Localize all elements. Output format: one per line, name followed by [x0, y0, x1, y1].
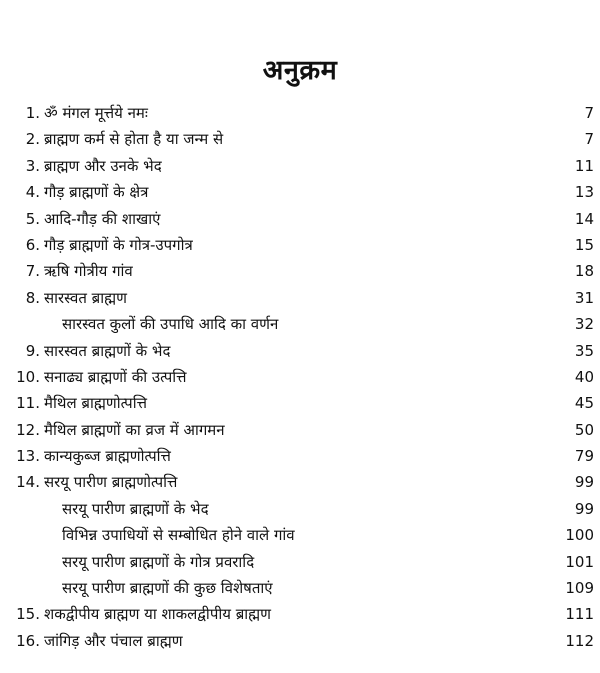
toc-page-number: 32 [574, 315, 594, 334]
toc-number: 12. [16, 420, 40, 439]
toc-page-number: 15 [574, 235, 594, 254]
toc-row [0, 417, 600, 443]
toc-title: सारस्वत ब्राह्मण [44, 288, 127, 307]
toc-number: 15. [16, 605, 40, 624]
toc-number: 4. [25, 183, 40, 202]
toc-row [0, 364, 600, 390]
toc-row [0, 206, 600, 232]
toc-subtitle: सरयू पारीण ब्राह्मणों की कुछ विशेषताएं [62, 579, 273, 598]
toc-title: गौड़ ब्राह्मणों के क्षेत्र [44, 183, 149, 202]
toc-page-number: 99 [574, 473, 594, 492]
toc-page-number: 11 [574, 156, 594, 175]
toc-row [0, 469, 600, 495]
toc-row [0, 285, 600, 311]
toc-subrow [0, 496, 600, 522]
toc-title: सरयू पारीण ब्राह्मणोत्पत्ति [44, 473, 178, 492]
toc-page-number: 79 [574, 447, 594, 466]
toc-page-number: 35 [574, 341, 594, 360]
toc-page-number: 45 [574, 394, 594, 413]
toc-page-number: 7 [584, 130, 594, 149]
toc-page-number: 100 [565, 526, 594, 545]
toc-number: 8. [25, 288, 40, 307]
toc-page-number: 18 [574, 262, 594, 281]
toc-row [0, 258, 600, 284]
toc-number: 16. [16, 631, 40, 650]
toc-title: ऋषि गोत्रीय गांव [44, 262, 133, 281]
toc-subrow [0, 575, 600, 601]
toc-title: कान्यकुब्ज ब्राह्मणोत्पत्ति [44, 447, 171, 466]
toc-page-number: 101 [565, 552, 594, 571]
toc-page-number: 13 [574, 183, 594, 202]
toc-row [0, 153, 600, 179]
toc-number: 7. [25, 262, 40, 281]
toc-page-number: 31 [574, 288, 594, 307]
toc-title: मैथिल ब्राह्मणोत्पत्ति [44, 394, 147, 413]
toc-page-number: 112 [565, 631, 594, 650]
toc-title: ॐ मंगल मूर्त्तये नमः [44, 104, 148, 122]
page-title: अनुक्रम [262, 55, 338, 86]
toc-title: ब्राह्मण और उनके भेद [44, 156, 162, 175]
toc-number: 9. [25, 341, 40, 360]
toc-page-number: 7 [584, 104, 594, 122]
toc-number: 13. [16, 447, 40, 466]
toc-number: 14. [16, 473, 40, 492]
toc-title: जांगिड़ और पंचाल ब्राह्मण [44, 631, 183, 650]
toc-page-number: 50 [574, 420, 594, 439]
toc-row [0, 126, 600, 152]
toc-title: शकद्वीपीय ब्राह्मण या शाकलद्वीपीय ब्राह्मण [44, 605, 272, 624]
toc-page-number: 99 [574, 499, 594, 518]
toc-number: 1. [25, 104, 40, 122]
toc-page-number: 109 [565, 579, 594, 598]
toc-title: सनाढ्य ब्राह्मणों की उत्पत्ति [44, 367, 187, 386]
toc-page-number: 14 [574, 209, 594, 228]
toc-row [0, 232, 600, 258]
toc-row [0, 601, 600, 627]
toc-number: 5. [25, 209, 40, 228]
toc-subtitle: सरयू पारीण ब्राह्मणों के गोत्र प्रवरादि [62, 552, 255, 571]
toc-title: ब्राह्मण कर्म से होता है या जन्म से [44, 130, 224, 149]
toc-row [0, 390, 600, 416]
toc-page-number: 40 [574, 367, 594, 386]
toc-row [0, 443, 600, 469]
toc-row [0, 628, 600, 654]
table-of-contents [0, 100, 600, 654]
toc-subtitle: सरयू पारीण ब्राह्मणों के भेद [62, 499, 209, 518]
toc-title: सारस्वत ब्राह्मणों के भेद [44, 341, 171, 360]
toc-title: मैथिल ब्राह्मणों का व्रज में आगमन [44, 420, 225, 439]
toc-number: 2. [25, 130, 40, 149]
toc-number: 3. [25, 156, 40, 175]
toc-page-number: 111 [565, 605, 594, 624]
toc-title: गौड़ ब्राह्मणों के गोत्र-उपगोत्र [44, 235, 193, 254]
toc-row [0, 179, 600, 205]
toc-row [0, 338, 600, 364]
toc-number: 10. [16, 367, 40, 386]
toc-subrow [0, 311, 600, 337]
toc-subtitle: सारस्वत कुलों की उपाधि आदि का वर्णन [62, 315, 279, 334]
toc-number: 11. [16, 394, 40, 413]
toc-number: 6. [25, 235, 40, 254]
toc-subtitle: विभिन्न उपाधियों से सम्बोधित होने वाले गांव [62, 526, 295, 545]
toc-subrow [0, 549, 600, 575]
toc-title: आदि-गौड़ की शाखाएं [44, 209, 161, 228]
toc-row [0, 100, 600, 126]
toc-subrow [0, 522, 600, 548]
